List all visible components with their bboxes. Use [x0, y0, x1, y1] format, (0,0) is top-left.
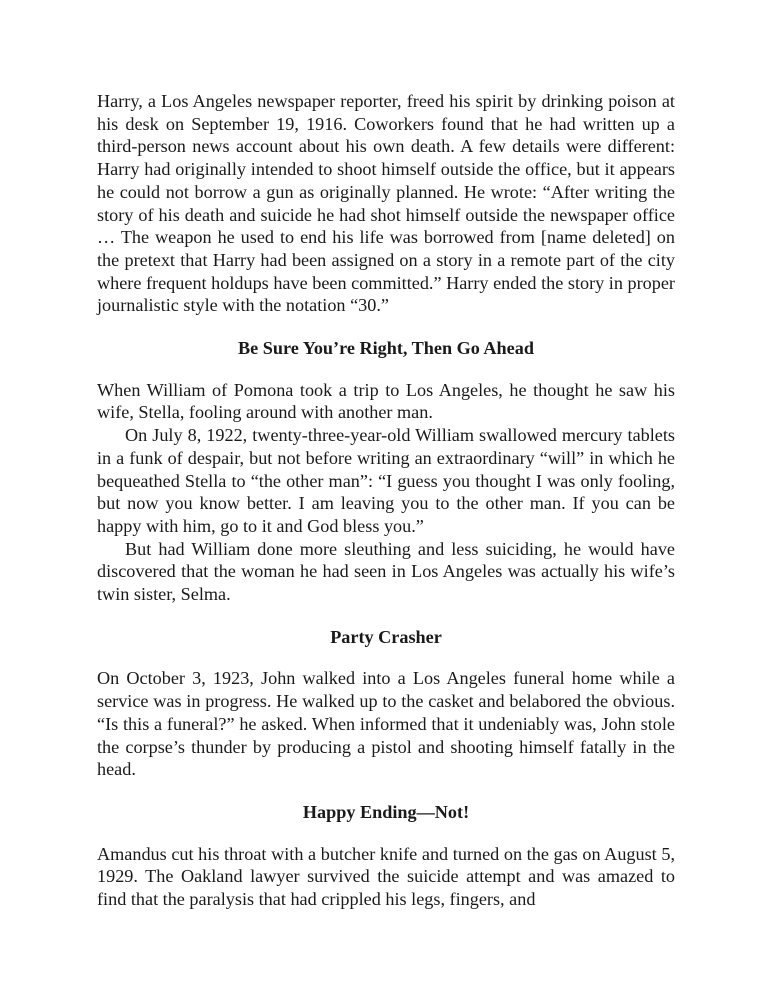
section-heading-happy-ending: Happy Ending—Not! — [302, 801, 470, 822]
paragraph-william-twin: But had William done more sleuthing and less suiciding, he would have discovered that the woman he had seen in Los Angeles was actually his wife’s twin sister, Selma. — [97, 538, 675, 605]
paragraph-william-trip: When William of Pomona took a trip to Los Angeles, he thought he saw his wife, Stella, fooling around with another man. — [97, 379, 675, 423]
section-heading-party-crasher: Party Crasher — [330, 626, 442, 647]
page-body — [97, 90, 675, 911]
paragraph-amandus: Amandus cut his throat with a butcher knife and turned on the gas on August 5, 1929. The Oakland lawyer survived the suicide attempt and was amazed to find that the paralysis that had crippled his legs, fingers, and — [97, 843, 675, 910]
paragraph-harry: Harry, a Los Angeles newspaper reporter, freed his spirit by drinking poison at his desk on September 19, 1916. Coworkers found that he had written up a third-person news account about his own death. A few details were different: Harry had originally intended to shoot himself outside the office, but it appears he could not borrow a gun as originally planned. He wrote: “After writing the story of his death and suicide he had shot himself outside the newspaper office … The weapon he used to end his life was borrowed from [name deleted] on the pretext that Harry had been assigned on a story in a remote part of the city where frequent holdups have been committed.” Harry ended the story in proper journalistic style with the notation “30.” — [97, 91, 675, 316]
paragraph-william-will: On July 8, 1922, twenty-three-year-old William swallowed mercury tablets in a funk of despair, but not before writing an extraordinary “will” in which he bequeathed Stella to “the other man”: “I guess you thought I was only fooling, but now you know better. I am leaving you to the other man. If you can be happy with him, go to it and God bless you.” — [97, 425, 675, 536]
paragraph-john-funeral: On October 3, 1923, John walked into a Los Angeles funeral home while a service was in progress. He walked up to the casket and belabored the obvious. “Is this a funeral?” he asked. When informed that it undeniably was, John stole the corpse’s thunder by producing a pistol and shooting himself fatally in the head. — [97, 668, 675, 780]
section-heading-be-sure: Be Sure You’re Right, Then Go Ahead — [238, 338, 534, 359]
